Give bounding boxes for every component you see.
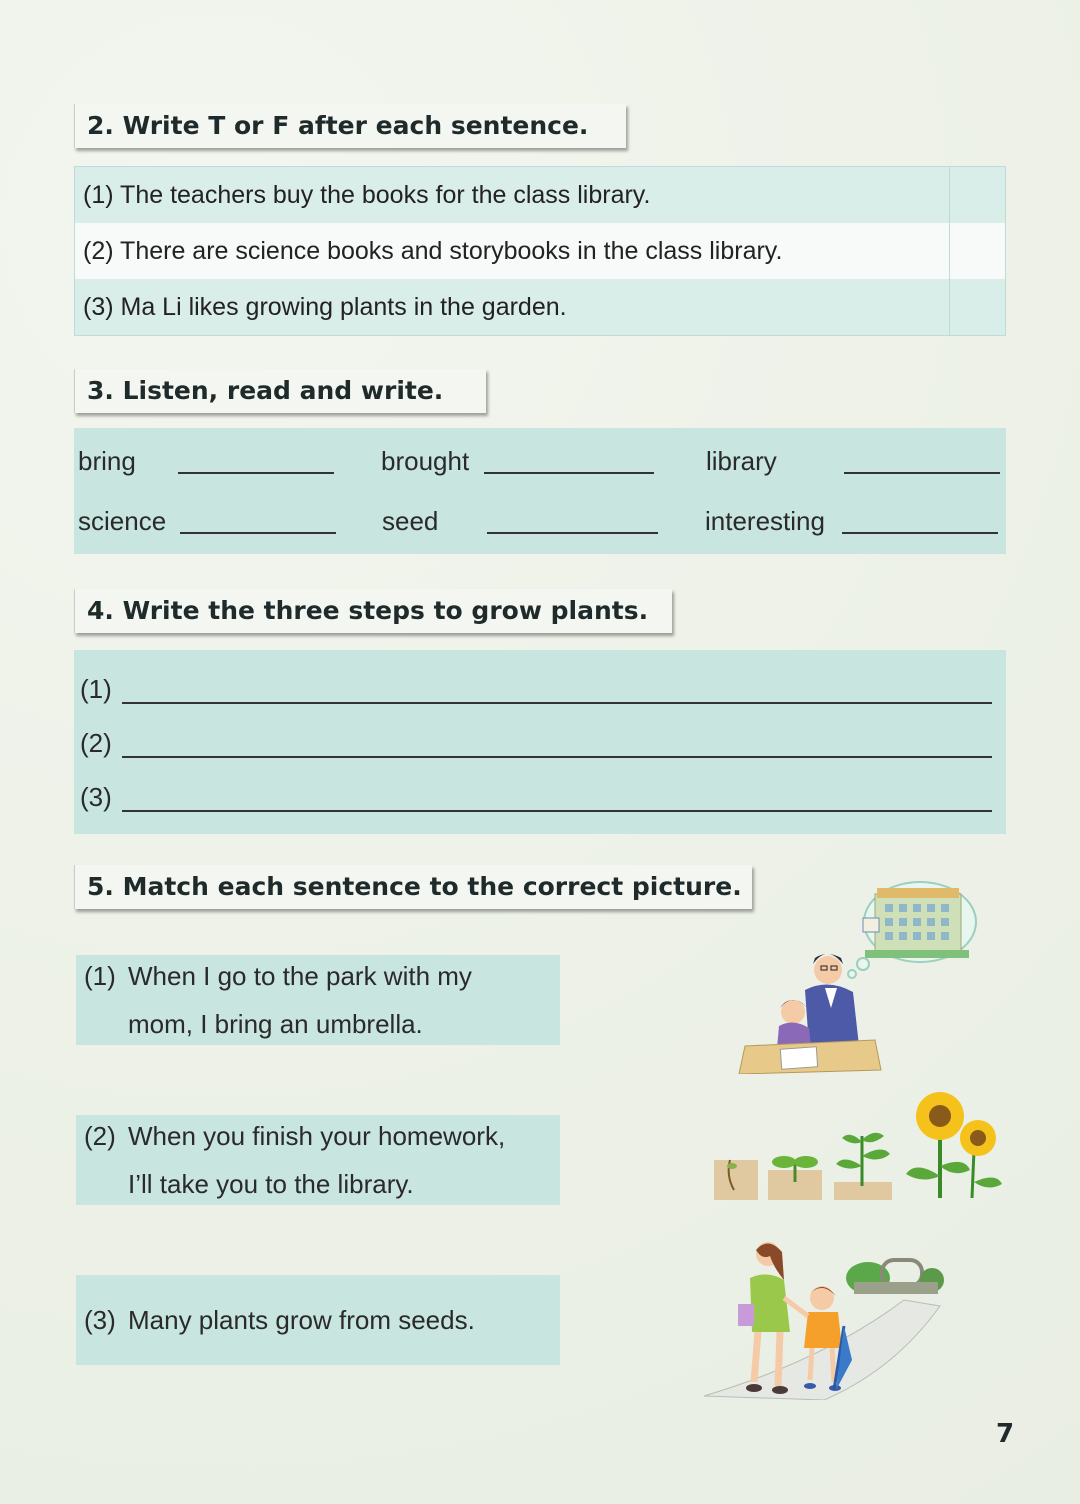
step-line-3[interactable]: [122, 810, 992, 812]
section-5-heading: 5. Match each sentence to the correct picture.: [74, 865, 752, 909]
word-bring: bring: [78, 446, 136, 476]
step-number-3: (3): [80, 782, 112, 812]
tf-answer-box-1[interactable]: [949, 167, 1005, 223]
word-library: library: [706, 446, 777, 476]
blank-science[interactable]: [180, 532, 336, 534]
tf-sentence-2: (2) There are science books and storybooks in the class library.: [83, 237, 783, 265]
mother-child-umbrella-park-picture[interactable]: [704, 1240, 948, 1400]
tf-answer-box-2[interactable]: [949, 223, 1005, 279]
word-interesting: interesting: [705, 506, 825, 536]
blank-library[interactable]: [844, 472, 1000, 474]
table-row: [75, 279, 1005, 335]
word-brought: brought: [381, 446, 470, 476]
word-science: science: [78, 506, 167, 536]
tf-answer-box-3[interactable]: [949, 279, 1005, 335]
section-3-heading: 3. Listen, read and write.: [74, 369, 486, 413]
tf-sentence-3: (3) Ma Li likes growing plants in the garden.: [83, 293, 567, 321]
sentence-number: (2): [84, 1121, 116, 1151]
section-2-heading: 2. Write T or F after each sentence.: [74, 104, 626, 148]
section-4-heading: 4. Write the three steps to grow plants.: [74, 589, 672, 633]
word-seed: seed: [382, 506, 439, 536]
blank-interesting[interactable]: [842, 532, 998, 534]
match-sentence-1[interactable]: [76, 955, 560, 1045]
sentence-line: When you finish your homework,: [128, 1121, 506, 1151]
match-sentence-2[interactable]: [76, 1115, 560, 1205]
table-row: [75, 167, 1005, 223]
sentence-number: (3): [84, 1305, 116, 1335]
tf-sentence-1: (1) The teachers buy the books for the class library.: [83, 181, 651, 209]
sentence-line: Many plants grow from seeds.: [128, 1305, 475, 1335]
blank-bring[interactable]: [178, 472, 334, 474]
step-line-1[interactable]: [122, 702, 992, 704]
blank-brought[interactable]: [484, 472, 654, 474]
blank-seed[interactable]: [487, 532, 658, 534]
sentence-line: mom, I bring an umbrella.: [128, 1009, 423, 1039]
steps-panel: [74, 650, 1006, 834]
step-number-1: (1): [80, 674, 112, 704]
seed-to-sunflower-picture[interactable]: [712, 1086, 1004, 1208]
sentence-line: I’ll take you to the library.: [128, 1169, 414, 1199]
step-number-2: (2): [80, 728, 112, 758]
teacher-student-library-picture[interactable]: [735, 878, 985, 1074]
sentence-number: (1): [84, 961, 116, 991]
sentence-line: When I go to the park with my: [128, 961, 472, 991]
table-row: [75, 223, 1005, 279]
page-number: 7: [995, 1419, 1015, 1449]
word-panel: [74, 428, 1006, 554]
match-sentence-3[interactable]: [76, 1275, 560, 1365]
true-false-table: [74, 166, 1006, 336]
step-line-2[interactable]: [122, 756, 992, 758]
